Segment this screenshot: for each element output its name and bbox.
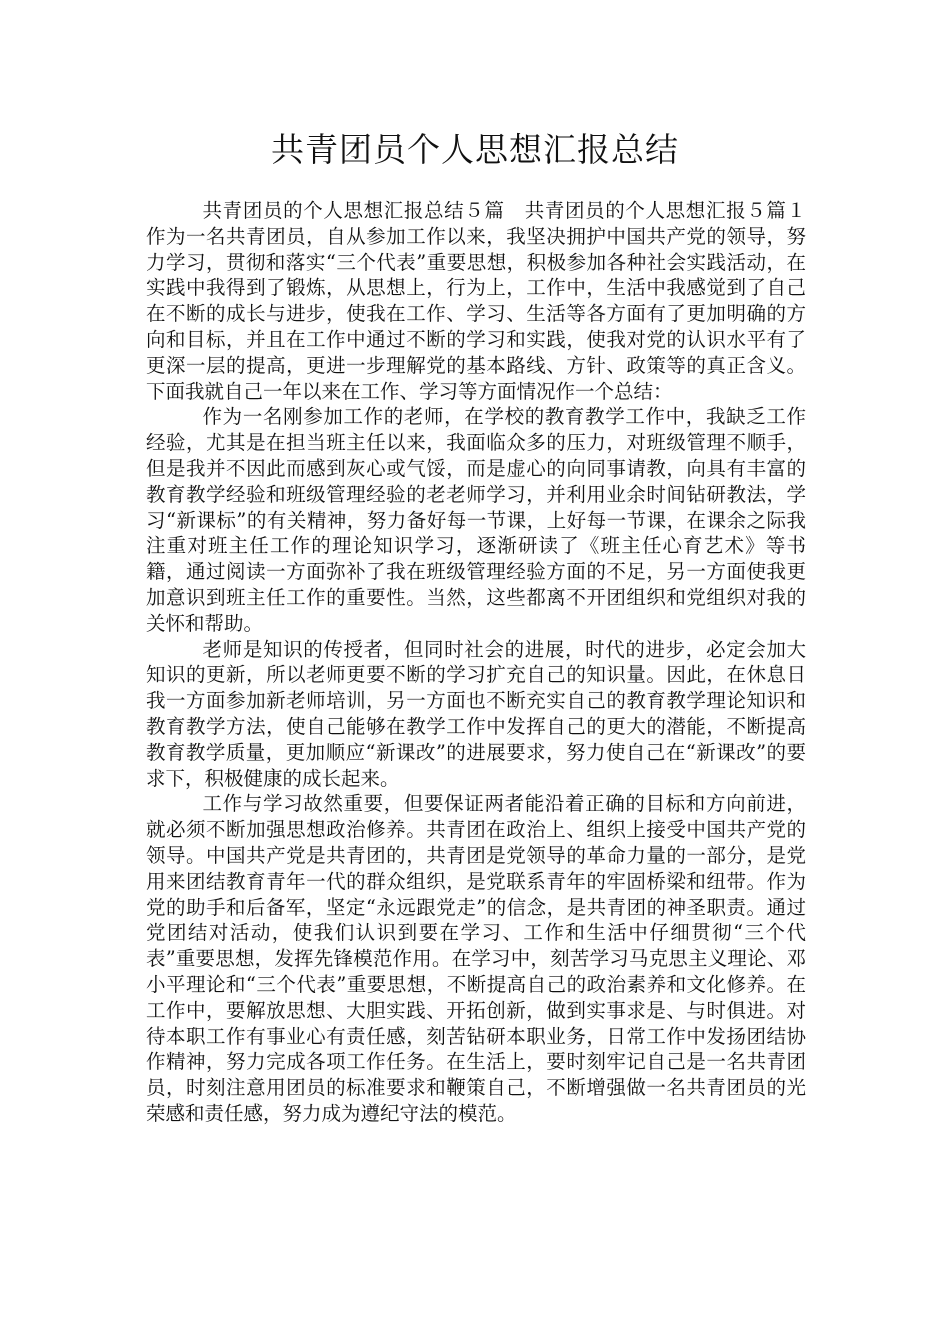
document-title: 共青团员个人思想汇报总结 <box>271 130 679 169</box>
paragraph-2: 作为一名刚参加工作的老师，在学校的教育教学工作中，我缺乏工作经验，尤其是在担当班主任以来，我面临众多的压力，对班级管理不顺手，但是我并不因此而感到灰心或气馁，而是虚心的向同事请教，向具有丰富的教育教学经验和班级管理经验的老老师学习，并利用业余时间钻研教法，学习“新课标”的有关精神，努力备好每一节课，上好每一节课，在课余之际我注重对班主任工作的理论知识学习，逐渐研读了《班主任心育艺术》等书籍，通过阅读一方面弥补了我在班级管理经验方面的不足，另一方面使我更加意识到班主任工作的重要性。当然，这些都离不开团组织和党组织对我的关怀和帮助。 <box>146 405 806 635</box>
paragraph-1: 共青团员的个人思想汇报总结５篇 共青团员的个人思想汇报５篇１ 作为一名共青团员，自从参加工作以来，我坚决拥护中国共产党的领导，努力学习，贯彻和落实“三个代表”重要思想，积极参加各种社会实践活动，在实践中我得到了锻炼，从思想上，行为上，工作中，生活中我感觉到了自己在不断的成长与进步，使我在工作、学习、生活等各方面有了更加明确的方向和目标，并且在工作中通过不断的学习和实践，使我对党的认识水平有了更深一层的提高，更进一步理解党的基本路线、方针、政策等的真正含义。下面我就自己一年以来在工作、学习等方面情况作一个总结： <box>146 199 806 403</box>
paragraph-3: 老师是知识的传授者，但同时社会的进展，时代的进步，必定会加大知识的更新，所以老师更要不断的学习扩充自己的知识量。因此，在休息日我一方面参加新老师培训，另一方面也不断充实自己的教育教学理论知识和教育教学方法，使自己能够在教学工作中发挥自己的更大的潜能，不断提高教育教学质量，更加顺应“新课改”的进展要求，努力使自己在“新课改”的要求下，积极健康的成长起来。 <box>146 637 806 790</box>
paragraph-4: 工作与学习故然重要，但要保证两者能沿着正确的目标和方向前进，就必须不断加强思想政治修养。共青团在政治上、组织上接受中国共产党的领导。中国共产党是共青团的，共青团是党领导的革命力量的一部分，是党用来团结教育青年一代的群众组织，是党联系青年的牢固桥梁和纽带。作为党的助手和后备军，坚定“永远跟党走”的信念，是共青团的神圣职责。通过党团结对活动，使我们认识到要在学习、工作和生活中仔细贯彻“三个代表”重要思想，发挥先锋模范作用。在学习中，刻苦学习马克思主义理论、邓小平理论和“三个代表”重要思想，不断提高自己的政治素养和文化修养。在工作中，要解放思想、大胆实践、开拓创新，做到实事求是、与时俱进。对待本职工作有事业心有责任感，刻苦钻研本职业务，日常工作中发扬团结协作精神，努力完成各项工作任务。在生活上，要时刻牢记自己是一名共青团员，时刻注意用团员的标准要求和鞭策自己，不断增强做一名共青团员的光荣感和责任感，努力成为遵纪守法的模范。 <box>146 792 806 1125</box>
document-body <box>146 198 806 1127</box>
